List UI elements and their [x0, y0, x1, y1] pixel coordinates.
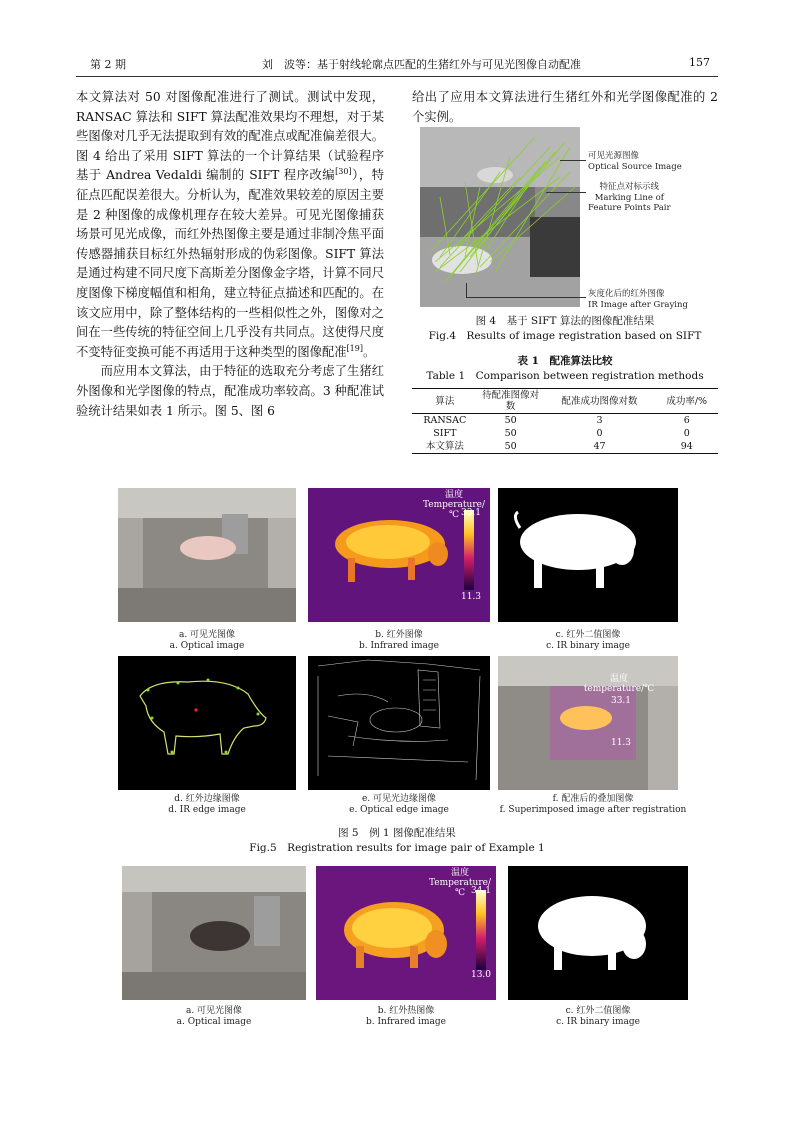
th-method: 算法 [435, 395, 455, 407]
fig5a-optical-image [118, 488, 296, 622]
th-success-pairs: 配准成功图像对数 [561, 395, 638, 407]
fig5e-optical-edge-image [308, 656, 490, 790]
page-number: 157 [689, 56, 710, 69]
fig4-sift-graphic [420, 127, 580, 307]
issue-number: 第 2 期 [90, 58, 126, 71]
fig5c-label: c. 红外二值图像 c. IR binary image [546, 630, 630, 651]
fig6b-temp-label: 温度 Temperature/℃ [429, 868, 491, 898]
fig5b-tmin: 11.3 [460, 592, 482, 602]
fig5f-tmax: 33.1 [610, 696, 632, 706]
table1-caption: 表 1 配准算法比较 Table 1 Comparison between registration methods [426, 355, 704, 382]
fig5-caption: 图 5 例 1 图像配准结果 Fig.5 Registration results for image pair of Example 1 [249, 827, 545, 854]
fig4-leader-2 [546, 192, 586, 193]
fig5f-superimposed-image [498, 656, 678, 790]
fig6a-optical-image [122, 866, 306, 1000]
fig6b-tmax: 34.1 [470, 886, 492, 896]
fig6c-binary-image [508, 866, 688, 1000]
header-rule [76, 76, 718, 77]
fig4-image [420, 127, 580, 307]
fig5b-label: b. 红外图像 b. Infrared image [359, 630, 439, 651]
paragraph-2: 而应用本文算法，由于特征的选取充分考虑了生猪红外图像和光学图像的特点，配准成功率较高。3 种配准试验统计结果如表 1 所示。图 5、图 6 [76, 364, 384, 418]
fig5d-ir-edge-image [118, 656, 296, 790]
citation-30[interactable]: [30] [335, 167, 352, 177]
fig5f-temp-label: 温度 temperature/℃ [583, 674, 655, 694]
table-row: SIFT 50 0 0 [433, 428, 690, 439]
fig6c-label: c. 红外二值图像 c. IR binary image [556, 1006, 640, 1027]
fig5b-infrared-image [308, 488, 490, 622]
table-row: RANSAC 50 3 6 [423, 415, 690, 426]
fig4-caption: 图 4 基于 SIFT 算法的图像配准结果 Fig.4 Results of image registration based on SIFT [428, 315, 702, 342]
fig4-leader-1 [560, 160, 586, 161]
fig5c-binary-image [498, 488, 678, 622]
fig5a-label: a. 可见光图像 a. Optical image [169, 630, 245, 651]
th-rate: 成功率/% [666, 395, 708, 407]
running-title: 刘 波等：基于射线轮廓点匹配的生猪红外与可见光图像自动配准 [262, 58, 581, 71]
fig6b-infrared-image [316, 866, 496, 1000]
fig4-note-marking: 特征点对标示线 Marking Line of Feature Points Pair [588, 182, 671, 213]
fig5f-label: f. 配准后的叠加图像 f. Superimposed image after registration [499, 794, 687, 815]
fig4-note-optical: 可见光源图像 Optical Source Image [588, 151, 682, 172]
paragraph-1: 本文算法对 50 对图像配准进行了测试。测试中发现，RANSAC 算法和 SIFT 算法配准效果均不理想，对于某些图像对几乎无法提取到有效的配准点或配准偏差很大。图 4 给出了采用 SIFT 算法的一个计算结果（试验程序基于 Andrea Vedaldi 编制的 SIFT 程序改编[30]），特征点匹配误差很大。分析认为，配准效果较差的原因主要是 2 种图像的成像机理存在较大差异。可见光图像捕获场景可见光成像，而红外热图像主要是通过非制冷焦平面传感器捕获目标红外热辐射形成的伪彩图像。SIFT 算法是通过构建不同尺度下高斯差分图像金字塔，计算不同尺度图像下梯度幅值和相角，建立特征点描述和匹配的。在该文应用中，除了整体结构的一些相似性之外，图像对之间在一些传统的特征空间上几乎没有共同点。这使得尺度不变特征变换可能不再适用于这种类型的图像配准[19]。 [76, 90, 384, 359]
fig5e-label: e. 可见光边缘图像 e. Optical edge image [349, 794, 449, 815]
fig6b-label: b. 红外热图像 b. Infrared image [366, 1006, 446, 1027]
table1 [412, 388, 718, 454]
fig4-leader-3v [466, 283, 467, 297]
fig5d-label: d. 红外边缘图像 d. IR edge image [168, 794, 246, 815]
citation-19[interactable]: [19] [346, 343, 363, 353]
fig6a-label: a. 可见光图像 a. Optical image [176, 1006, 252, 1027]
left-column [76, 88, 384, 421]
fig4-note-ir: 灰度化后的红外图像 IR Image after Graying [588, 289, 688, 310]
fig5f-tmin: 11.3 [610, 738, 632, 748]
fig4-leader-3h [466, 297, 586, 298]
fig6b-tmin: 13.0 [470, 970, 492, 980]
right-column-paragraph: 给出了应用本文算法进行生猪红外和光学图像配准的 2 个实例。 [412, 90, 718, 124]
table-row: 本文算法 50 47 94 [412, 440, 718, 454]
fig5b-tmax: 33.1 [460, 508, 482, 518]
fig5b-temp-label: 温度 Temperature/℃ [423, 490, 485, 520]
th-pairs: 待配准图像对数 [482, 390, 540, 412]
